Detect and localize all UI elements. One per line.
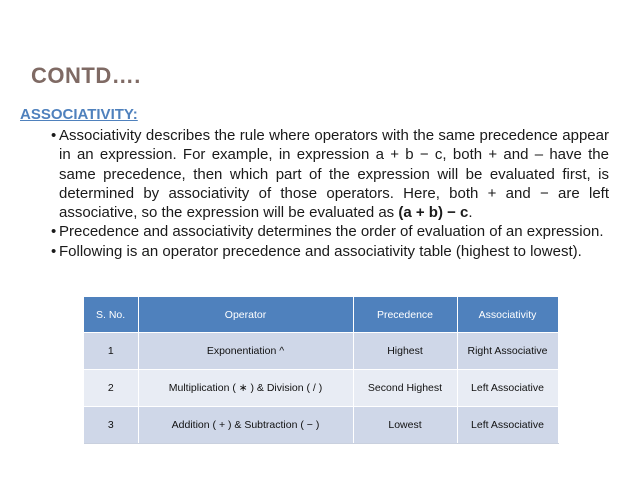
cell-sno: 3: [84, 407, 138, 444]
table-row: [84, 333, 558, 370]
cell-associativity: Right Associative: [457, 333, 558, 370]
cell-operator: Exponentiation ^: [138, 333, 353, 370]
cell-precedence: Highest: [353, 333, 457, 370]
slide-title: CONTD….: [31, 63, 141, 88]
cell-precedence: Second Highest: [353, 370, 457, 407]
bullet-item: • Following is an operator precedence and associativity table (highest to lowest).: [51, 242, 609, 261]
bullet-item: • Precedence and associativity determines the order of evaluation of an expression.: [51, 222, 609, 241]
bold-expression: (a + b) − c: [398, 204, 469, 222]
cell-sno: 2: [84, 370, 138, 407]
cell-associativity: Left Associative: [457, 407, 558, 444]
header-associativity: Associativity: [457, 297, 558, 333]
precedence-table: [84, 297, 559, 444]
cell-operator: Addition ( + ) & Subtraction ( − ): [138, 407, 353, 444]
header-precedence: Precedence: [353, 297, 457, 333]
header-sno: S. No.: [84, 297, 138, 333]
bullet-list: [51, 126, 609, 261]
cell-associativity: Left Associative: [457, 370, 558, 407]
bullet-end: .: [468, 204, 473, 222]
table-header-row: [84, 297, 558, 333]
table-row: [84, 407, 558, 444]
cell-precedence: Lowest: [353, 407, 457, 444]
cell-sno: 1: [84, 333, 138, 370]
section-heading: ASSOCIATIVITY:: [20, 106, 138, 123]
header-operator: Operator: [138, 297, 353, 333]
bullet-item: [51, 126, 609, 222]
cell-operator: Multiplication ( ∗ ) & Division ( / ): [138, 370, 353, 407]
table-row: [84, 370, 558, 407]
bullet-text: Associativity describes the rule where operators with the same precedence appear in an expression. For example, in expression a + b − c, both + and – have the same precedence, then which part of the expression will be evaluated first, is determined by associativity of those operators. Here, both + and − are left associative, so the expression will be evaluated as: [59, 127, 609, 222]
